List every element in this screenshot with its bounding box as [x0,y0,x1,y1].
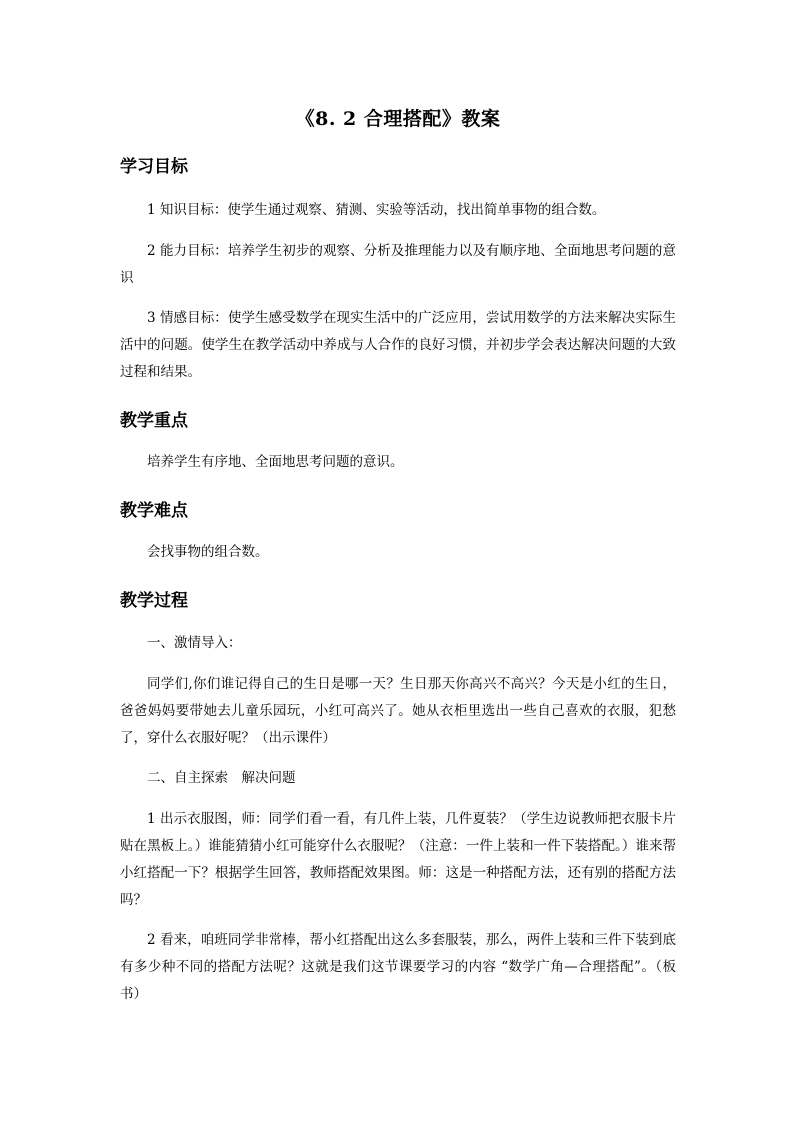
difficulties-text: 会找事物的组合数。 [147,544,269,560]
objective-ability: 2 能力目标：培养学生初步的观察、分析及推理能力以及有顺序地、全面地思考问题的意识 [120,243,676,286]
key-points-text: 培养学生有序地、全面地思考问题的意识。 [147,454,404,470]
objective-knowledge: 1 知识目标：使学生通过观察、猜测、实验等活动，找出简单事物的组合数。 [147,202,606,218]
heading-teaching-key-points: 教学重点 [120,411,188,431]
heading-teaching-process: 教学过程 [120,591,188,611]
heading-learning-objectives: 学习目标 [120,157,188,177]
process-explore-1: 1 出示衣服图，师：同学们看一看，有几件上装，几件夏装？（学生边说教师把衣服卡片贴在黑板上。）谁能猜猜小红可能穿什么衣服呢？（注意：一件上装和一件下装搭配。）谁来帮小红搭配一下？根据学生回答，教师搭配效果图。师：这是一种搭配方法，还有别的搭配方法吗？ [120,811,676,908]
process-step-intro: 一、激情导入： [147,635,242,651]
process-intro-story: 同学们,你们谁记得自己的生日是哪一天？生日那天你高兴不高兴？今天是小红的生日，爸爸妈妈要带她去儿童乐园玩，小红可高兴了。她从衣柜里选出一些自己喜欢的衣服，犯愁了，穿什么衣服好呢？（出示课件） [120,676,676,746]
process-step-explore: 二、自主探索 解决问题 [147,770,296,786]
objective-emotion: 3 情感目标：使学生感受数学在现实生活中的广泛应用，尝试用数学的方法来解决实际生活中的问题。使学生在教学活动中养成与人合作的良好习惯，并初步学会表达解决问题的大致过程和结果。 [120,310,676,380]
document-title: 《8. 2 合理搭配》教案 [295,108,501,130]
heading-teaching-difficulties: 教学难点 [120,501,188,521]
process-explore-2: 2 看来，咱班同学非常棒，帮小红搭配出这么多套服装，那么，两件上装和三件下装到底有多少种不同的搭配方法呢？这就是我们这节课要学习的内容 “数学广角—合理搭配”。（板书） [120,932,676,1002]
